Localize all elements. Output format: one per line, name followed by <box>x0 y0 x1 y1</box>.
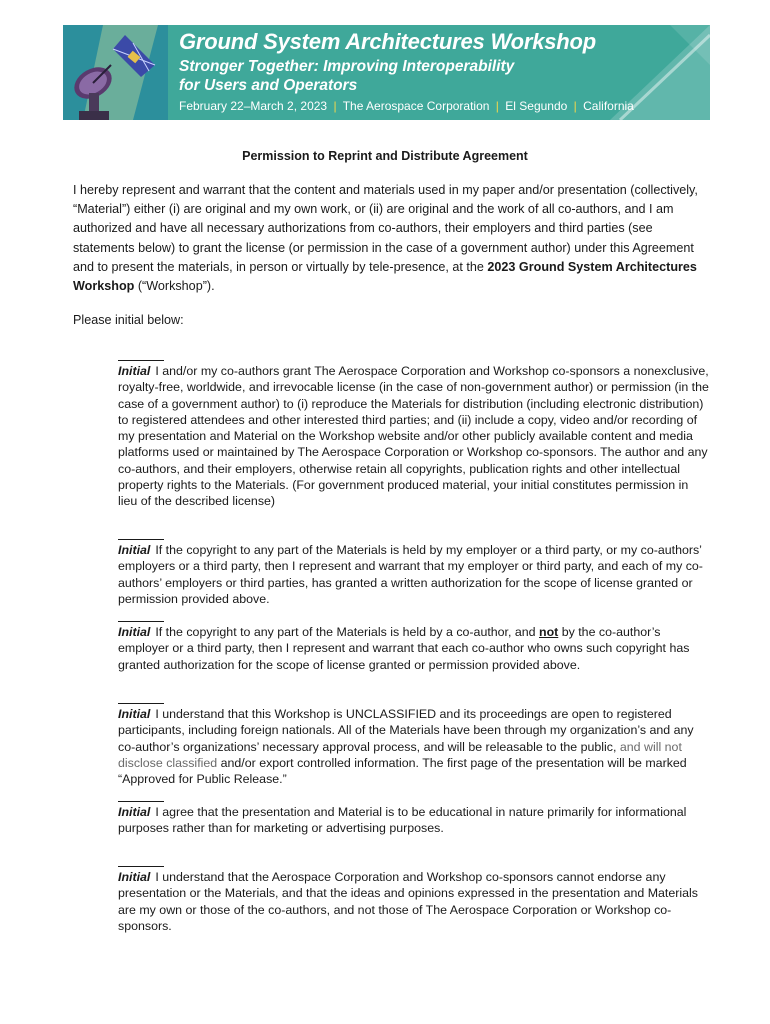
initial-blank[interactable] <box>118 855 164 867</box>
banner-event-info <box>179 99 634 113</box>
separator: | <box>573 99 577 113</box>
banner-dates: February 22–March 2, 2023 <box>179 99 328 113</box>
banner-host: The Aerospace Corporation <box>342 99 490 113</box>
banner-city: El Segundo <box>505 99 568 113</box>
banner-subtitle-line1: Stronger Together: Improving Interoperability <box>179 58 515 75</box>
initial-label: Initial <box>118 625 151 639</box>
clause-license <box>118 349 710 510</box>
initial-label: Initial <box>118 364 151 378</box>
clause-coauthor-copyright <box>118 610 710 673</box>
clause-text: I understand that the Aerospace Corporation and Workshop co-sponsors cannot endorse any presentation or the Materials, and that the ideas and opinions expressed in the presentation and Materials are my own or those of the co-authors, and not those of The Aerospace Corporation or Workshop co-sponsors. <box>118 870 698 933</box>
clause-text: If the copyright to any part of the Materials is held by my employer or a third party, or my co-authors’ employers or a third party, then I represent and warrant that my employer or third party, and each of my co-authors’ employers or third parties, has granted a written authorization for the scope of license granted or permission provided above. <box>118 543 703 606</box>
banner-state: California <box>583 99 634 113</box>
intro-workshop-name: 2023 Ground System Architectures Workshop <box>73 259 697 294</box>
initial-label: Initial <box>118 870 151 884</box>
initial-blank[interactable] <box>118 349 164 361</box>
separator: | <box>333 99 337 113</box>
initial-prompt: Please initial below: <box>73 313 184 327</box>
initial-label: Initial <box>118 707 151 721</box>
document-title: Permission to Reprint and Distribute Agreement <box>242 149 528 163</box>
initial-label: Initial <box>118 805 151 819</box>
banner-title: Ground System Architectures Workshop <box>179 29 596 54</box>
intro-text-end: (“Workshop”). <box>134 279 215 294</box>
clause-unclassified <box>118 692 710 787</box>
clause-grey-text: and will not disclose classified <box>118 739 682 770</box>
clause-employer-copyright <box>118 528 710 607</box>
banner-subtitle-line2: for Users and Operators <box>179 77 358 94</box>
intro-paragraph <box>73 181 705 296</box>
clause-endorsement <box>118 855 710 934</box>
banner-subtitle <box>179 57 514 95</box>
clause-emphasis: not <box>539 625 559 639</box>
initial-blank[interactable] <box>118 790 164 802</box>
clause-text: I agree that the presentation and Material is to be educational in nature primarily for informational purposes rather than for marketing or advertising purposes. <box>118 805 687 836</box>
clause-text: I and/or my co-authors grant The Aerospace Corporation and Workshop co-sponsors a nonexclusive, royalty-free, worldwide, and irrevocable license (in the case of non-government author) or permission (in the case of a government author) to (i) reproduce the Materials for distribution (including electronic distribution) to registered attendees and other interested third parties; and (ii) include a copy, video and/or recording of my presentation and Material on the Workshop website and/or other publicly available content and media platforms used or maintained by The Aerospace Corporation or Workshop co-sponsors. The author and any co-authors, and their employers, otherwise retain all copyrights, publication rights and other intellectual property rights to the Materials. (For government produced material, your initial constitutes permission in lieu of the described license) <box>118 364 709 509</box>
satellite-dish-icon <box>63 25 168 120</box>
clause-text-end: by the co-author’s employer or a third party, then I represent and warrant that each co-author who owns such copyright has granted authorization for the scope of license granted or permission provided above. <box>118 625 690 672</box>
event-banner <box>63 25 710 120</box>
intro-text: I hereby represent and warrant that the content and materials used in my paper and/or presentation (collectively, “Material”) either (i) are original and my own work, or (ii) are original and the work of all co-authors, and I am authorized and have all necessary authorizations from co-authors, their employers and third parties (see statements below) to grant the license (or permission in the case of a government author) under this Agreement and to present the materials, in person or virtually by tele-presence, at the <box>73 183 698 274</box>
clause-educational <box>118 790 710 837</box>
initial-blank[interactable] <box>118 610 164 622</box>
initial-label: Initial <box>118 543 151 557</box>
clause-text-end: and/or export controlled information. The first page of the presentation will be marked “Approved for Public Release.” <box>118 755 687 787</box>
initial-blank[interactable] <box>118 528 164 540</box>
separator: | <box>495 99 499 113</box>
clause-text: If the copyright to any part of the Materials is held by a co-author, and <box>155 625 539 639</box>
clause-text: I understand that this Workshop is UNCLASSIFIED and its proceedings are open to registered participants, including foreign nationals. All of the Materials have been through my organization’s and any co-author’s organizations’ necessary approval process, and will be releasable to the public, <box>118 707 694 754</box>
initial-blank[interactable] <box>118 692 164 704</box>
